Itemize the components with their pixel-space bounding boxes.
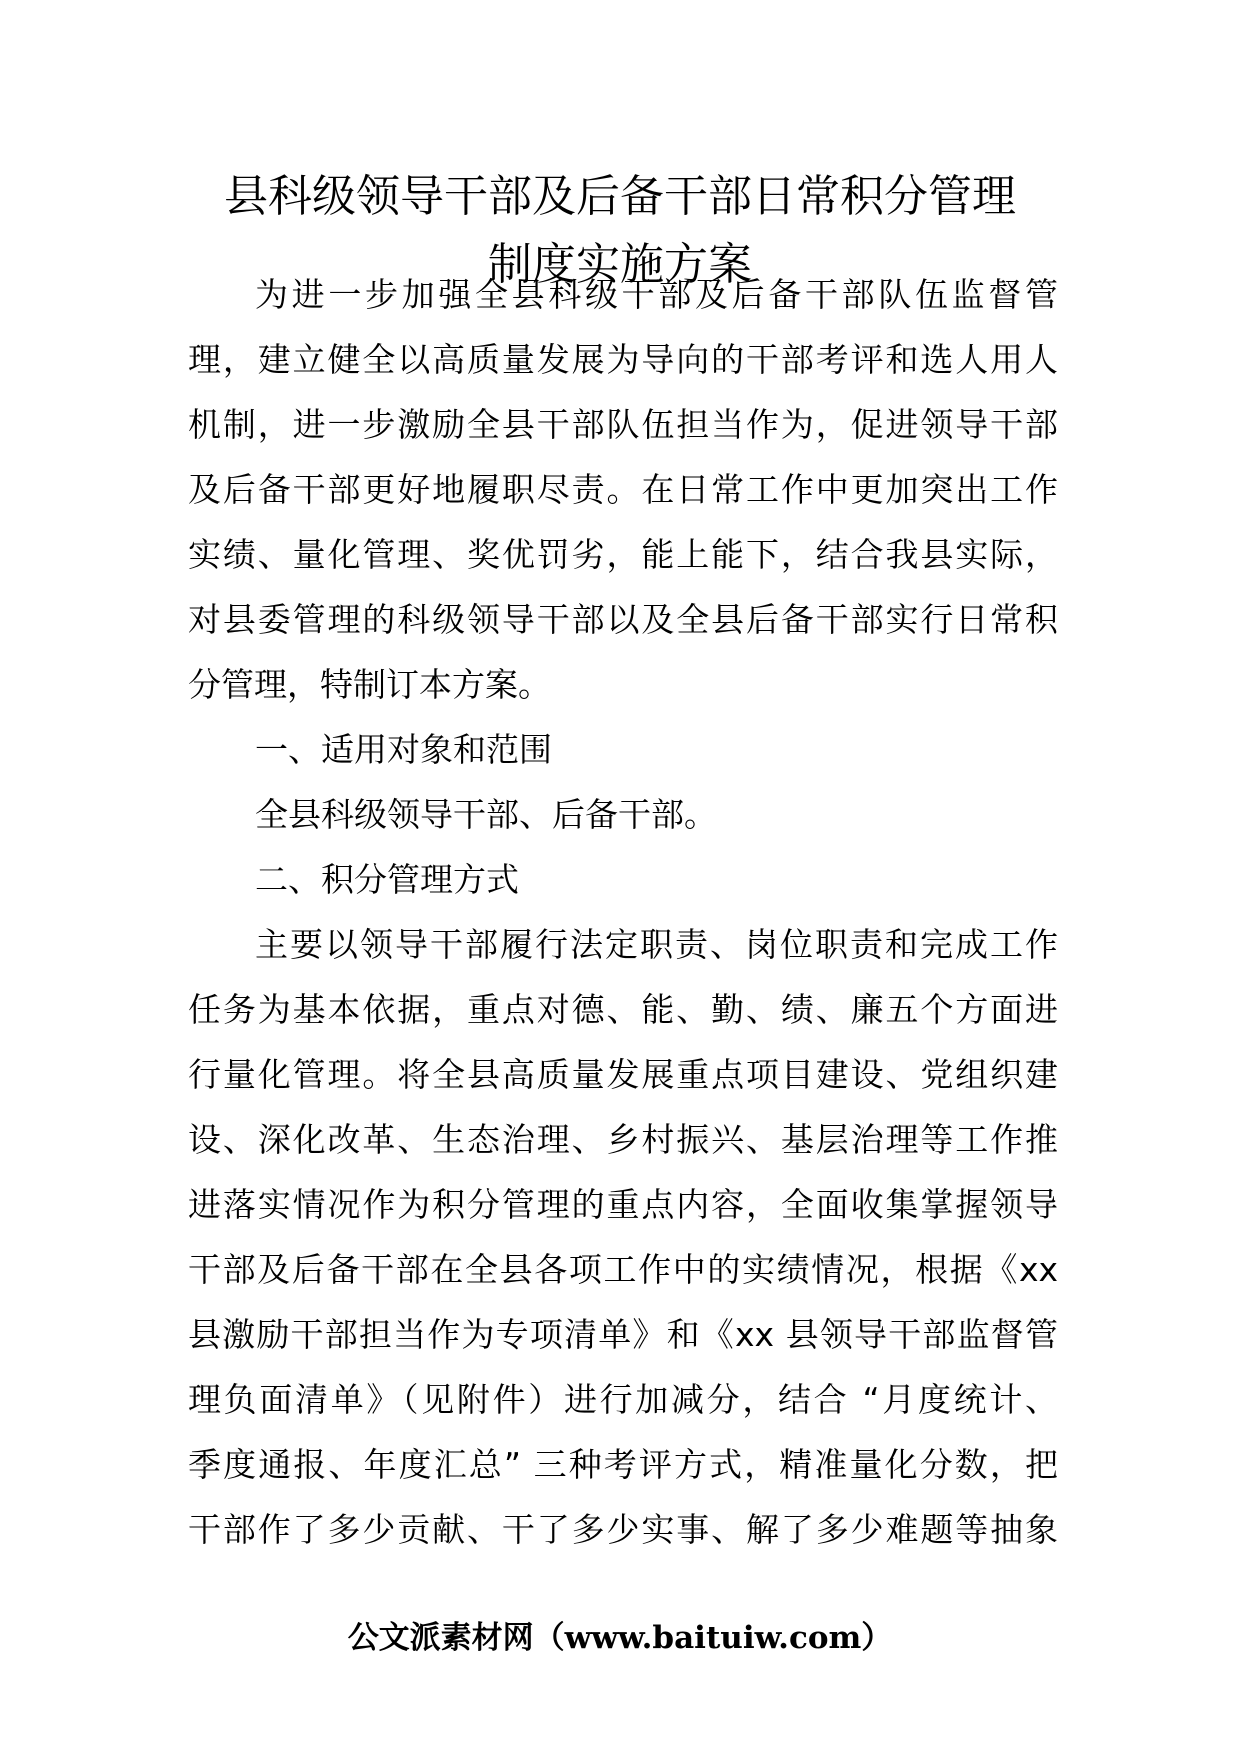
body-line: 行量化管理。将全县高质量发展重点项目建设、党组织建 [188,1055,1058,1094]
body-line: 干部及后备干部在全县各项工作中的实绩情况，根据《xx [188,1250,1058,1289]
body-line: 分管理，特制订本方案。 [188,665,551,704]
body-line: 全县科级领导干部、后备干部。 [255,795,717,834]
document-body [188,262,1058,1562]
document-title-line-2: 制度实施方案 [488,239,752,290]
body-line: 县激励干部担当作为专项清单》和《xx 县领导干部监督管 [188,1315,1058,1354]
body-line: 理，建立健全以高质量发展为导向的干部考评和选人用人 [188,340,1058,379]
body-line: 设、深化改革、生态治理、乡村振兴、基层治理等工作推 [188,1120,1058,1159]
document-title-line-1: 县科级领导干部及后备干部日常积分管理 [224,171,1016,222]
body-line: 主要以领导干部履行法定职责、岗位职责和完成工作 [255,925,1058,964]
body-line: 对县委管理的科级领导干部以及全县后备干部实行日常积 [188,600,1058,639]
body-line: 为进一步加强全县科级干部及后备干部队伍监督管 [255,275,1058,314]
body-line: 任务为基本依据，重点对德、能、勤、绩、廉五个方面进 [188,990,1058,1029]
body-line: 季度通报、年度汇总” 三种考评方式，精准量化分数，把 [188,1445,1058,1484]
watermark-footer: 公文派素材网（www.baituiw.com） [347,1620,893,1656]
section-heading-2: 二、积分管理方式 [255,860,519,899]
body-line: 及后备干部更好地履职尽责。在日常工作中更加突出工作 [188,470,1058,509]
section-heading-1: 一、适用对象和范围 [255,730,552,769]
body-line: 实绩、量化管理、奖优罚劣，能上能下，结合我县实际， [188,535,1058,574]
body-line: 干部作了多少贡献、干了多少实事、解了多少难题等抽象 [188,1510,1058,1549]
body-line: 进落实情况作为积分管理的重点内容，全面收集掌握领导 [188,1185,1058,1224]
body-line: 机制，进一步激励全县干部队伍担当作为，促进领导干部 [188,405,1058,444]
body-line: 理负面清单》（见附件）进行加减分，结合 “月度统计、 [188,1380,1058,1419]
